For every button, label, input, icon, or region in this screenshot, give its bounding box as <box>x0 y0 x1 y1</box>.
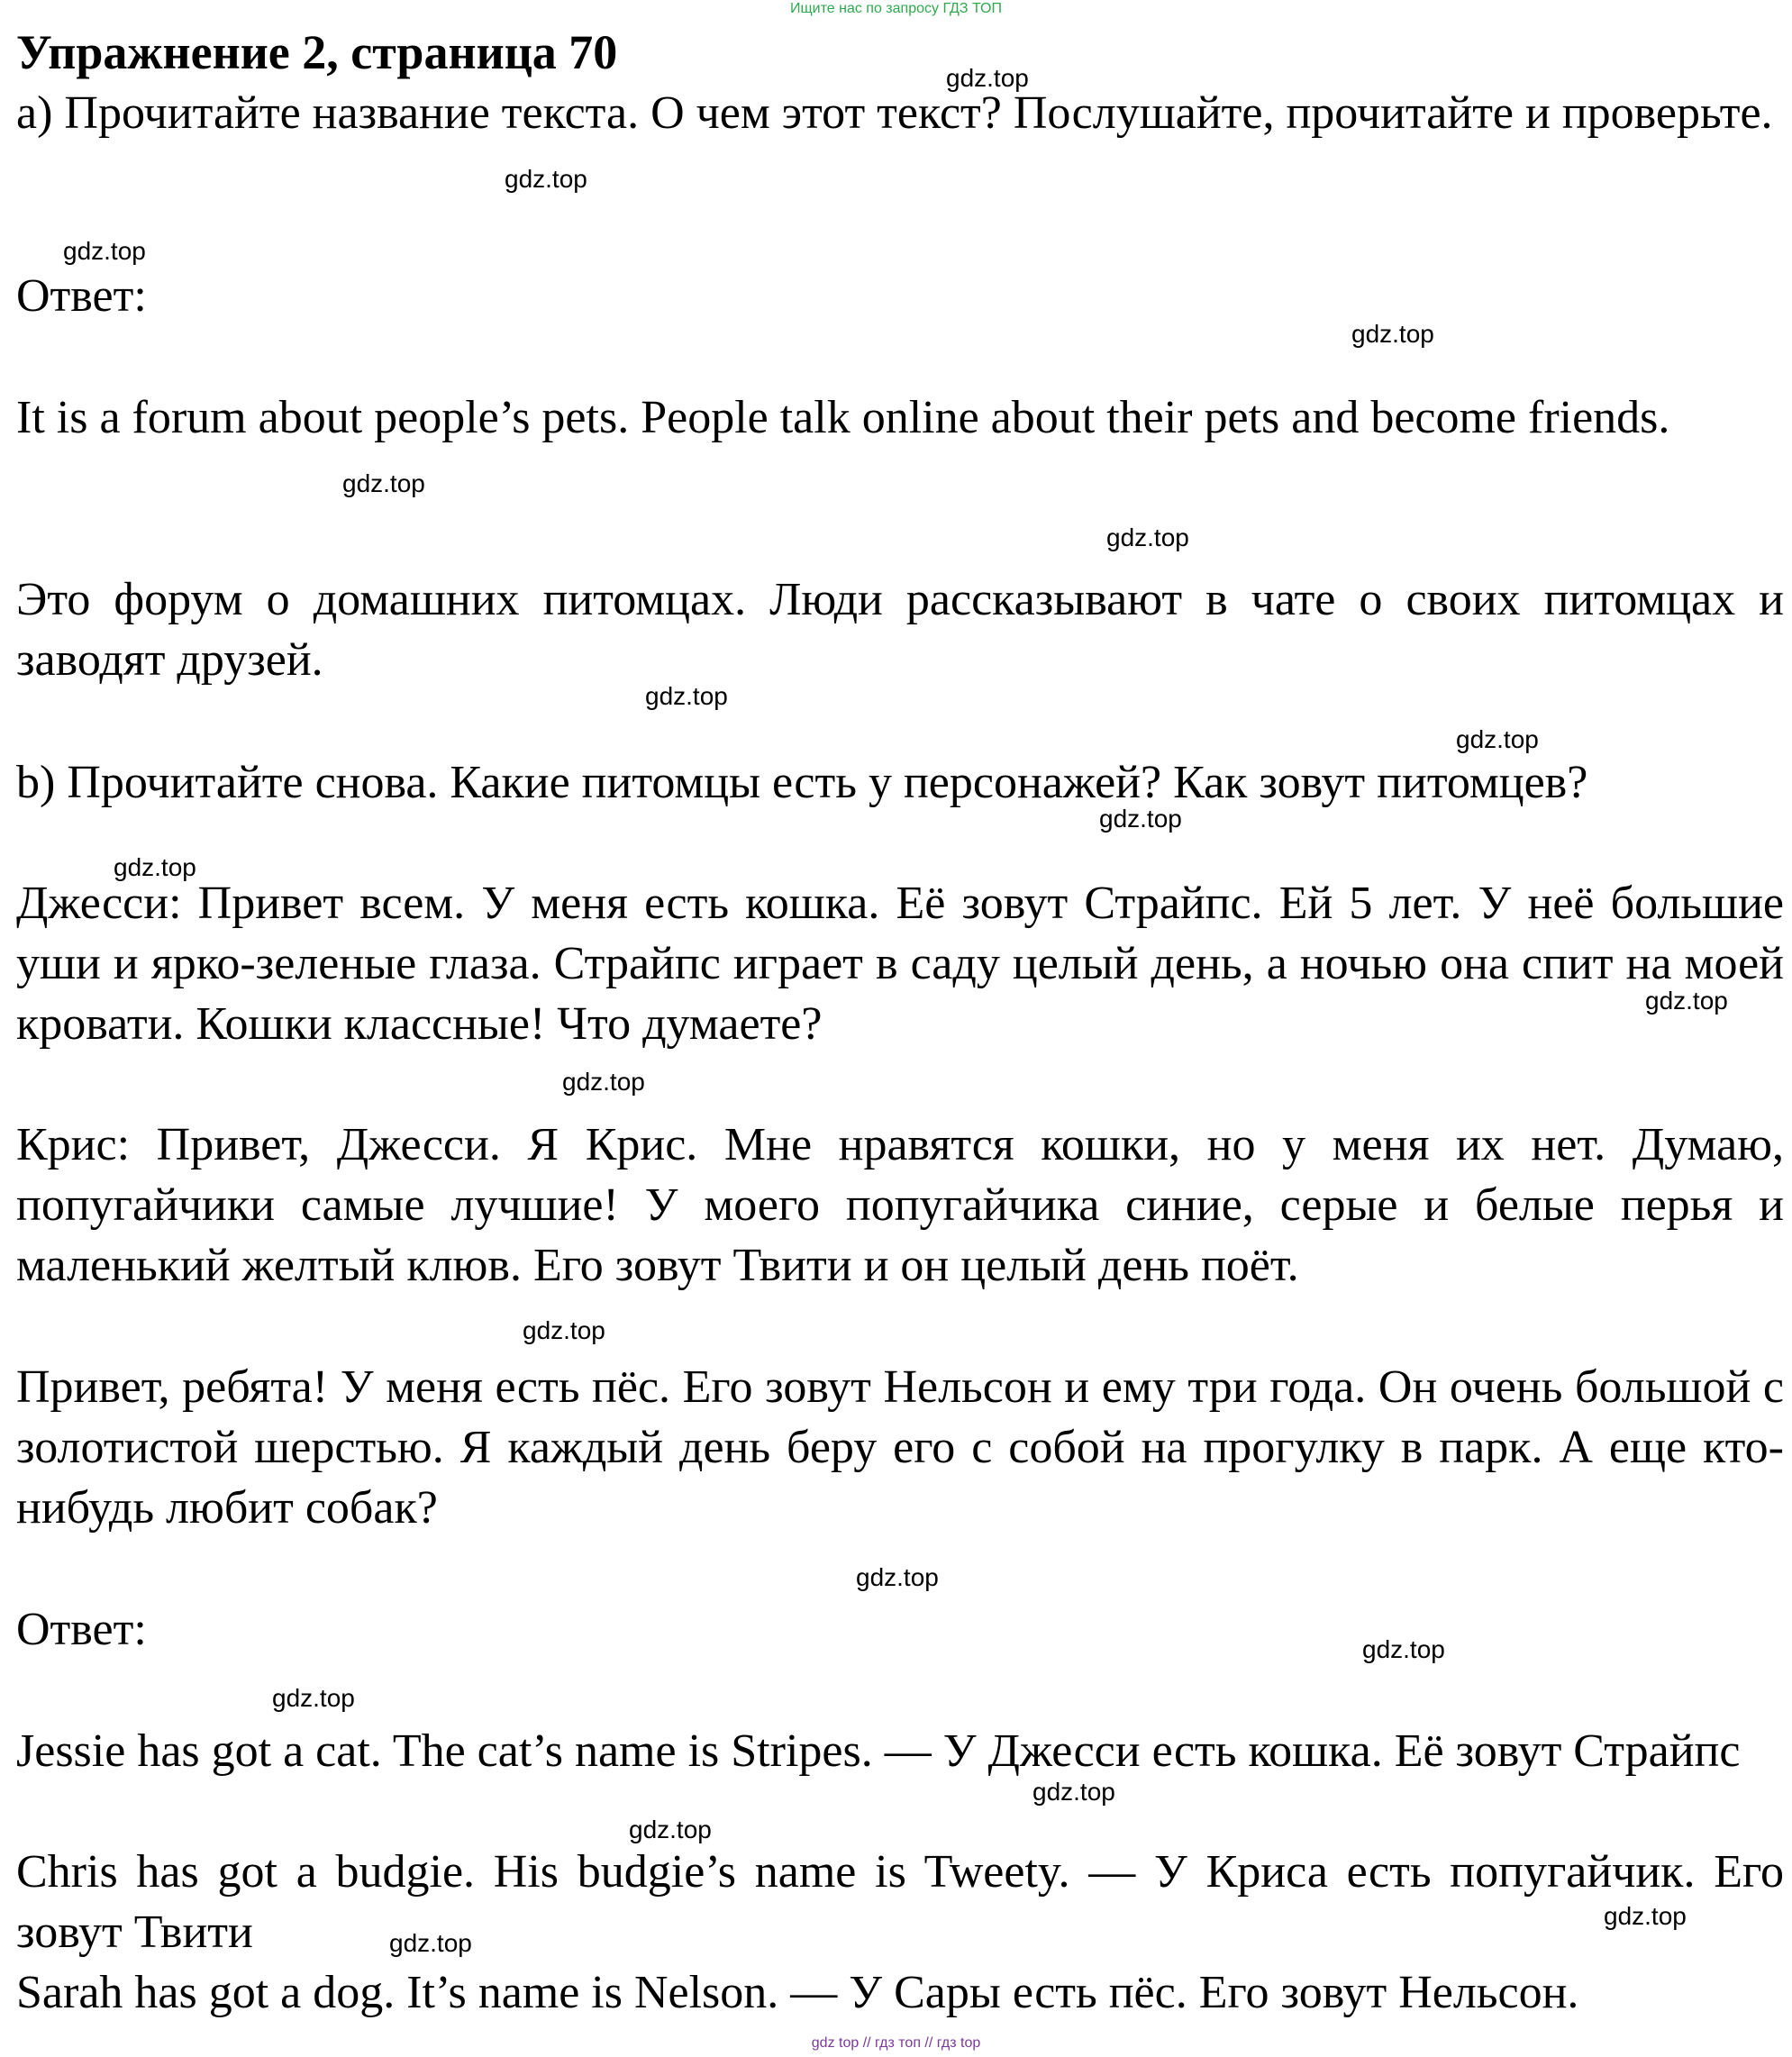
watermark: gdz.top <box>856 1563 939 1591</box>
watermark: gdz.top <box>1645 987 1728 1015</box>
watermark: gdz.top <box>562 1068 645 1096</box>
watermark: gdz.top <box>1032 1778 1115 1806</box>
watermark: gdz.top <box>505 165 587 193</box>
forum-post-sarah: Привет, ребята! У меня есть пёс. Его зовут Нельсон и ему три года. Он очень большой с золотистой шерстью. Я каждый день беру его с собой на прогулку в парк. А еще кто-нибудь любит собак? <box>16 1361 1784 1534</box>
bottom-banner: gdz top // гдз топ // гдз top <box>811 2035 981 2051</box>
answer-a-english: It is a forum about people’s pets. People talk online about their pets and become friends. <box>16 392 1670 443</box>
top-banner: Ищите нас по запросу ГДЗ ТОП <box>790 1 1002 16</box>
answer-b-line-1: Jessie has got a cat. The cat’s name is Stripes. — У Джесси есть кошка. Её зовут Страйпс <box>16 1725 1741 1777</box>
task-b-text: b) Прочитайте снова. Какие питомцы есть у персонажей? Как зовут питомцев? <box>16 757 1588 808</box>
answer-label: Ответ: <box>16 270 147 322</box>
watermark: gdz.top <box>1351 320 1434 348</box>
forum-post-chris: Крис: Привет, Джесси. Я Крис. Мне нравятся кошки, но у меня их нет. Думаю, попугайчики самые лучшие! У моего попугайчика синие, серые и белые перья и маленький желтый клюв. Его зовут Твити и он целый день поёт. <box>16 1119 1784 1291</box>
watermark: gdz.top <box>1362 1635 1445 1663</box>
watermark: gdz.top <box>342 469 425 497</box>
watermark: gdz.top <box>389 1929 472 1957</box>
watermark: gdz.top <box>1099 805 1182 833</box>
watermark: gdz.top <box>523 1316 605 1344</box>
watermark: gdz.top <box>1604 1902 1687 1930</box>
watermark: gdz.top <box>946 64 1029 92</box>
exercise-title: Упражнение 2, страница 70 <box>16 25 618 79</box>
watermark: gdz.top <box>629 1816 712 1843</box>
forum-post-jessie: Джесси: Привет всем. У меня есть кошка. Её зовут Страйпс. Ей 5 лет. У неё большие уши и ярко-зеленые глаза. Страйпс играет в саду целый день, а ночью она спит на моей кровати. Кошки классные! Что думаете? <box>16 878 1784 1050</box>
answer-a-russian: Это форум о домашних питомцах. Люди рассказывают в чате о своих питомцах и заводят друзей. <box>16 574 1784 686</box>
answer-b-line-3: Sarah has got a dog. It’s name is Nelson. — У Сары есть пёс. Его зовут Нельсон. <box>16 1967 1579 2018</box>
watermark: gdz.top <box>645 682 728 710</box>
watermark: gdz.top <box>1106 523 1189 551</box>
watermark: gdz.top <box>63 237 146 265</box>
watermark: gdz.top <box>272 1684 355 1712</box>
answer-label: Ответ: <box>16 1604 147 1655</box>
task-a-text: a) Прочитайте название текста. О чем этот текст? Послушайте, прочитайте и проверьте. <box>16 87 1773 139</box>
watermark: gdz.top <box>1456 725 1539 753</box>
answer-b-line-2: Chris has got a budgie. His budgie’s name is Tweety. — У Криса есть попугайчик. Его зовут Твити <box>16 1846 1784 1958</box>
watermark: gdz.top <box>114 853 196 881</box>
